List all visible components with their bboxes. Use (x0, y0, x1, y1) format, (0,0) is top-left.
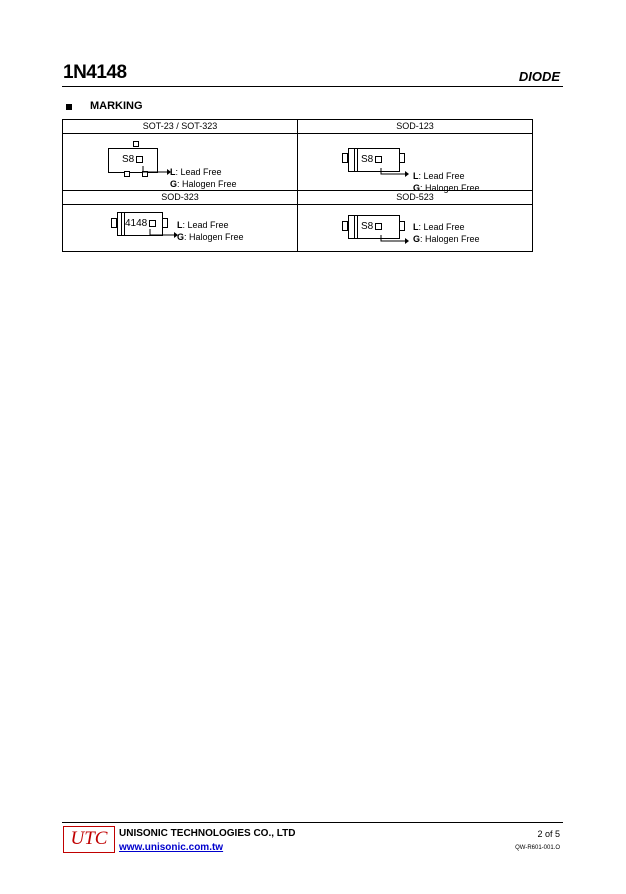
pointer-arrow-icon (379, 168, 409, 188)
marking-dot-icon (375, 223, 382, 230)
cathode-band (354, 216, 358, 238)
website-link[interactable]: www.unisonic.com.tw (119, 842, 224, 853)
marking-dot-icon (149, 220, 156, 227)
package-pin-icon (133, 141, 139, 147)
pointer-arrow-icon (148, 229, 178, 249)
marking-table (62, 119, 533, 252)
section-title: MARKING (90, 100, 143, 112)
company-logo: UTC (63, 826, 115, 853)
pointer-arrow-icon (379, 235, 409, 255)
package-pin-icon (124, 171, 130, 177)
marking-code: S8 (122, 154, 143, 166)
company-name: UNISONIC TECHNOLOGIES CO., LTD (119, 828, 296, 839)
marking-dot-icon (136, 156, 143, 163)
footer-divider (62, 822, 563, 823)
marking-legend: L: Lead Free G: Halogen Free (177, 220, 244, 242)
marking-cell-sod123 (298, 134, 533, 191)
marking-legend: L: Lead Free G: Halogen Free (413, 171, 480, 193)
pointer-arrow-icon (141, 166, 171, 186)
marking-cell-sot23 (63, 134, 298, 191)
package-pin-icon (399, 221, 405, 231)
header-divider (62, 86, 563, 87)
part-number: 1N4148 (63, 62, 127, 83)
marking-legend: L: Lead Free G: Halogen Free (413, 222, 480, 244)
cathode-band (354, 149, 358, 171)
package-pin-icon (399, 153, 405, 163)
marking-dot-icon (375, 156, 382, 163)
package-header-sot23: SOT-23 / SOT-323 (63, 120, 298, 134)
marking-code: S8 (361, 221, 382, 233)
marking-code: S8 (361, 154, 382, 166)
marking-cell-sod523 (298, 205, 533, 252)
package-header-sod123: SOD-123 (298, 120, 533, 134)
marking-cell-sod323 (63, 205, 298, 252)
marking-code: 4148 (125, 218, 156, 230)
document-type: DIODE (518, 69, 560, 84)
package-header-sod523: SOD-523 (298, 191, 533, 205)
document-code: QW-R601-001.O (515, 845, 560, 851)
page-number: 2 of 5 (537, 829, 560, 839)
package-pin-icon (162, 218, 168, 228)
package-header-sod323: SOD-323 (63, 191, 298, 205)
marking-legend: L: Lead Free G: Halogen Free (170, 167, 237, 189)
section-bullet-icon (66, 104, 72, 110)
